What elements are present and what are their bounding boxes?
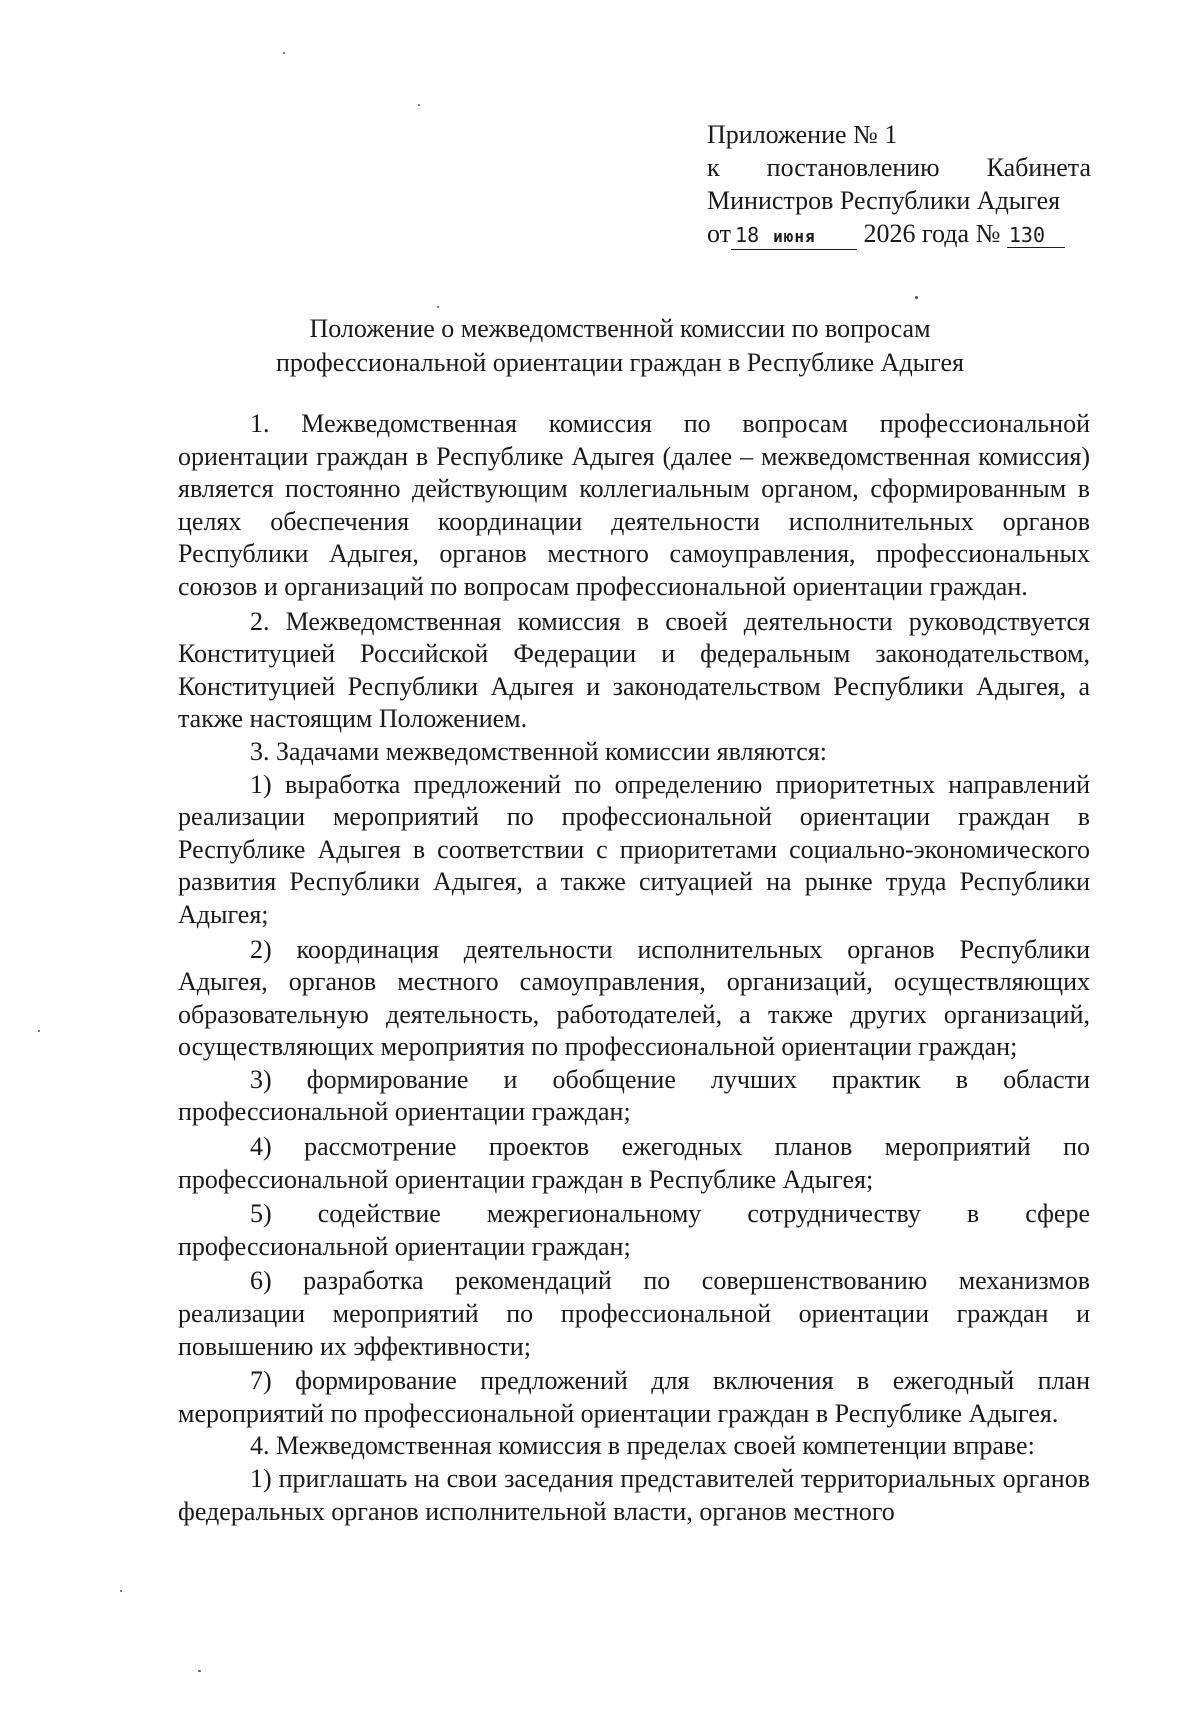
list-item: 5) содействие межрегиональному сотрудничеству в сфере профессиональной ориентации граждан; (178, 1199, 1090, 1261)
paragraph: 1. Межведомственная комиссия по вопросам профессиональной ориентации граждан в Республике Адыгея (далее – межведомственная комиссия) является постоянно действующим коллегиальным органом, сформированным в целях обеспечения координации деятельности исполнительных органов Республики Адыгея, органов местного самоуправления, профессиональных союзов и организаций по вопросам профессиональной ориентации граждан. (178, 409, 1090, 601)
appendix-line-2 (707, 151, 1091, 184)
list-item: 6) разработка рекомендаций по совершенствованию механизмов реализации мероприятий по профессиональной ориентации граждан и повышению их эффективности; (178, 1266, 1090, 1361)
paragraph: 2. Межведомственная комиссия в своей деятельности руководствуется Конституцией Российской Федерации и федеральным законодательством, Конституцией Республики Адыгея и законодательством Республики Адыгея, а также настоящим Положением. (178, 606, 1090, 734)
scan-speck (418, 104, 420, 106)
appendix-line-1: Приложение № 1 (707, 120, 898, 149)
document-title (150, 312, 1090, 380)
list-item: 7) формирование предложений для включения в ежегодный план мероприятий по профессиональной ориентации граждан в Республике Адыгея. (178, 1366, 1090, 1428)
scan-speck (915, 296, 918, 299)
scan-speck (283, 52, 285, 54)
document-number: 130 (1007, 223, 1065, 248)
date-day: 18 (735, 223, 760, 247)
list-item: 1) приглашать на свои заседания представителей территориальных органов федеральных органов исполнительной власти, органов местного (178, 1464, 1090, 1526)
appendix-word: Кабинета (986, 153, 1091, 182)
scan-speck (120, 1590, 122, 1592)
paragraph: 3. Задачами межведомственной комиссии являются: (250, 736, 827, 766)
appendix-line-3: Министров Республики Адыгея (707, 186, 1061, 215)
list-item: 4) рассмотрение проектов ежегодных планов мероприятий по профессиональной ориентации граждан в Республике Адыгея; (178, 1132, 1090, 1194)
date-prefix: от (707, 219, 732, 248)
list-item: 2) координация деятельности исполнительных органов Республики Адыгея, органов местного самоуправления, организаций, осуществляющих образовательную деятельность, работодателей, а также других организаций, осуществляющих мероприятия по профессиональной ориентации граждан; (178, 934, 1090, 1062)
appendix-date-line (707, 217, 1091, 250)
appendix-word: к (707, 153, 720, 182)
title-line-1: Положение о межведомственной комиссии по вопросам (309, 314, 931, 343)
appendix-header (707, 118, 1091, 250)
scan-speck (198, 1670, 201, 1672)
date-year: 2026 года № (863, 219, 1001, 248)
list-item: 1) выработка предложений по определению приоритетных направлений реализации мероприятий по профессиональной ориентации граждан в Республике Адыгея в соответствии с приоритетами социально-экономического развития Республики Адыгея, а также ситуацией на рынке труда Республики Адыгея; (178, 769, 1090, 929)
scan-speck (38, 1030, 40, 1032)
paragraph: 4. Межведомственная комиссия в пределах своей компетенции вправе: (250, 1431, 1035, 1461)
scan-speck (437, 306, 439, 308)
handwritten-date (731, 223, 857, 250)
title-line-2: профессиональной ориентации граждан в Республике Адыгея (276, 348, 964, 377)
document-body (178, 408, 1090, 1528)
appendix-word: постановлению (766, 153, 940, 182)
date-month: июня (773, 227, 816, 246)
list-item: 3) формирование и обобщение лучших практик в области профессиональной ориентации граждан; (178, 1064, 1090, 1127)
